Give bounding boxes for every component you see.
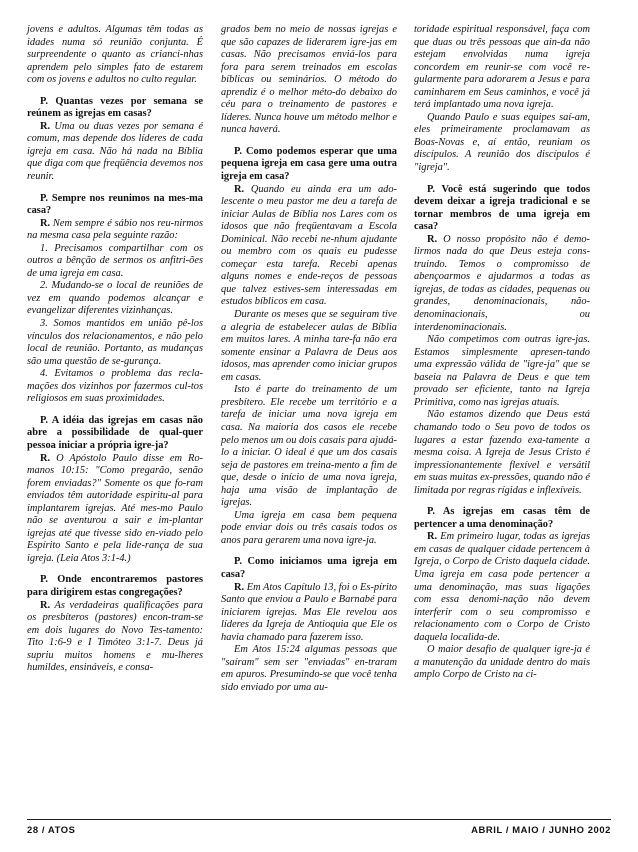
answer-text: Nem sempre é sábio nos reu-nirmos na mesma casa pela seguinte razão: xyxy=(27,217,203,242)
column-2 xyxy=(221,24,397,694)
question-heading: P. As igrejas em casas têm de pertencer a uma denominação? xyxy=(414,506,590,530)
answer-marker: R. xyxy=(40,599,51,611)
answer-paragraph xyxy=(27,600,203,675)
question-heading: P. Sempre nos reunimos na mes-ma casa? xyxy=(27,192,203,217)
answer-paragraph xyxy=(221,582,397,645)
list-item: 2. Mudando-se o local de reuniões de vez em quando podemos alcançar e evangelizar diferentes vizinhanças. xyxy=(27,280,203,317)
answer-paragraph xyxy=(27,121,203,184)
question-heading: P. Como iniciamos uma igreja em casa? xyxy=(221,556,397,580)
footer-rule xyxy=(27,819,611,820)
answer-marker: R. xyxy=(40,120,51,132)
paragraph: Quando Paulo e suas equipes saí-am, eles primeiramente proclamavam as Boas-Novas e, aí então, reuniam os discípulos. A reunião dos discípulos é "igreja". xyxy=(414,111,590,174)
paragraph: Em Atos 15:24 algumas pessoas que "saíram" sem ser "enviadas" en-traram em apuros. Presumindo-se que você tenha sido enviado por uma au- xyxy=(221,644,397,693)
footer-issue-date: ABRIL / MAIO / JUNHO 2002 xyxy=(471,824,611,835)
list-item: 1. Precisamos compartilhar com os outros a bênção de sermos os anfitri-ões de uma igreja em casa. xyxy=(27,242,203,279)
paragraph: toridade espiritual responsável, faça com que duas ou três pessoas que ain-da não estejam envolvidas numa igreja concordem em reunir-se com você re-gularmente para adorarem a Jesus e para caminharem em Seus caminhos, e você já terá implantado uma nova igreja. xyxy=(414,24,590,111)
answer-marker: R. xyxy=(40,217,51,229)
paragraph: grados bem no meio de nossas igrejas e que são capazes de liderarem igre-jas em casas. Não precisamos enviá-los para fora para serem treinados em escolas bíblicas ou seminários. O método do aprendiz é o melhor méto-do debaixo do céu para o treinamento de pastores e líderes. Nunca houve um método melhor e nunca haverá. xyxy=(221,24,397,136)
question-heading: P. Quantas vezes por semana se reúnem as igrejas em casas? xyxy=(27,95,203,120)
answer-paragraph xyxy=(221,184,397,309)
answer-marker: R. xyxy=(427,233,438,245)
answer-text: Quando eu ainda era um ado-lescente o meu pastor me deu a tarefa de iniciar Aulas de Bíblia nos Lares com os idosos que não freqüentavam a Escola Dominical. Não recebi ne-nhum ajudante ou membro com os quais eu pudesse começar esta tarefa. Recebi apenas alguns nomes e ende-reços de pessoas que talvez estives-sem interessadas em estudos bíblicos em casa. xyxy=(221,183,397,308)
question-heading: P. Como podemos esperar que uma pequena igreja em casa gere uma outra igreja em casa? xyxy=(221,145,397,183)
paragraph: jovens e adultos. Algumas têm todas as idades numa só reunião conjunta. É surpreendente o quanto as crianci-nhas aprendem pelo simples fato de estarem com os jovens e adultos no culto regular. xyxy=(27,24,203,86)
paragraph: Uma igreja em casa bem pequena pode enviar dois ou três casais todos os anos para gerarem uma nova igre-ja. xyxy=(221,509,397,546)
paragraph: Durante os meses que se seguiram tive a alegria de estabelecer aulas de Bíblia em muitos lares. A minha tare-fa não era somente ensinar a Palavra de Deus aos idosos, mas aprender como iniciar grupos em casas. xyxy=(221,309,397,383)
answer-text: O nosso propósito não é demo-lirmos nada do que Deus esteja cons-truindo. Temos o compromisso de abençoarmos e ajudarmos a todas as igrejas, de todas as cidades, pequenas ou grandes, denominacionais, não-denominacionais, ou interdenominacionais. xyxy=(414,233,590,333)
paragraph: O maior desafio de qualquer igre-ja é a manutenção da unidade dentro do mais amplo Corpo de Cristo na ci- xyxy=(414,644,590,681)
answer-text: O Apóstolo Paulo disse em Ro-manos 10:15: "Como pregarão, senão forem enviadas?" Somente os que fo-ram enviados têm autoridade espiritu-al para implantarem igrejas. Até mes-mo Paulo não se aventurou a sair e im-plantar igrejas até que tivesse sido en-viado pelo Espírito Santo e pela lide-rança de sua igreja. (Leia Atos 3:1-4.) xyxy=(27,452,203,564)
paragraph: Não estamos dizendo que Deus está chamando todo o Seu povo de todos os lugares a estar fazendo exa-tamente a mesma coisa. A Igreja de Jesus Cristo é impressionantemente flexível e versátil em suas muitas ex-pressões, quando não é limitada por regras rígidas e inflexíveis. xyxy=(414,409,590,496)
answer-marker: R. xyxy=(234,183,245,195)
question-heading: P. Onde encontraremos pastores para dirigirem estas congregações? xyxy=(27,574,203,598)
answer-text: Uma ou duas vezes por semana é comum, mas depende dos líderes de cada igreja em casa. Não há nada na Bíblia que diga com que freqüência devemos nos reunir. xyxy=(27,120,203,183)
question-heading: P. Você está sugerindo que todos devem deixar a igreja tradicional e se tornar membros de uma igreja em casa? xyxy=(414,183,590,233)
question-heading: P. A idéia das igrejas em casas não abre a possibilidade de qual-quer pessoa iniciar a própria igre-ja? xyxy=(27,414,203,451)
paragraph: Isto é parte do treinamento de um presbítero. Ele recebe um território e a tarefa de iniciar uma nova igreja em casa. Na maioria dos casos ele recebe pelo menos um ou dois casais para ajudá-lo a iniciar. O ideal é que um dos casais seja de pastores em treina-mento a fim de que, desde o início de uma nova igreja, haja uma visão de implantação de igrejas. xyxy=(221,384,397,509)
answer-text: Em Atos Capítulo 13, foi o Es-pírito Santo que enviou a Paulo e Barnabé para iniciarem igrejas. Mas Ele revelou aos líderes da Igreja de Antioquia que Ele os havia chamado para fazerem isso. xyxy=(221,581,397,643)
list-item: 4. Evitamos o problema das recla-mações dos vizinhos por fazermos cul-tos religiosos em suas proximidades. xyxy=(27,368,203,405)
column-1 xyxy=(27,24,203,675)
list-item: 3. Somos mantidos em união pê-los vínculos dos relacionamentos, e não pelo local de reunião. Portanto, as mudanças são uma questão de se-gurança. xyxy=(27,318,203,367)
answer-paragraph xyxy=(27,218,203,243)
paragraph: Não competimos com outras igre-jas. Estamos simplesmente apresen-tando uma expressão válida de "igre-ja" que se baseia na Palavra de Deus e que tem provado ser eficiente, tanto na Igreja Primitiva, como nas igrejas atuais. xyxy=(414,334,590,408)
answer-text: Em primeiro lugar, todas as igrejas em casas de qualquer cidade pertencem à Igreja, o Corpo de Cristo daquela cidade. Uma igreja em casa pode pertencer a uma denominação, mas suas ligações com essa denomi-nação não devem interferir com o seu compromisso e relacionamento com o Corpo de Cristo daquela localida-de. xyxy=(414,531,590,643)
column-3 xyxy=(414,24,590,682)
answer-paragraph xyxy=(27,453,203,566)
answer-paragraph xyxy=(414,531,590,644)
answer-marker: R. xyxy=(234,581,245,593)
answer-marker: R. xyxy=(427,531,438,543)
answer-text: As verdadeiras qualificações para os presbíteros (pastores) encon-tram-se em dois lugares do Novo Tes-tamento: Tito 1:6-9 e I Timóteo 3:1-7. Deus já supriu muitos homens e mu-lheres humildes, ensináveis, e consa- xyxy=(27,599,203,674)
footer-page-number: 28 / ATOS xyxy=(27,824,76,835)
answer-paragraph xyxy=(414,234,590,334)
answer-marker: R. xyxy=(40,452,51,464)
